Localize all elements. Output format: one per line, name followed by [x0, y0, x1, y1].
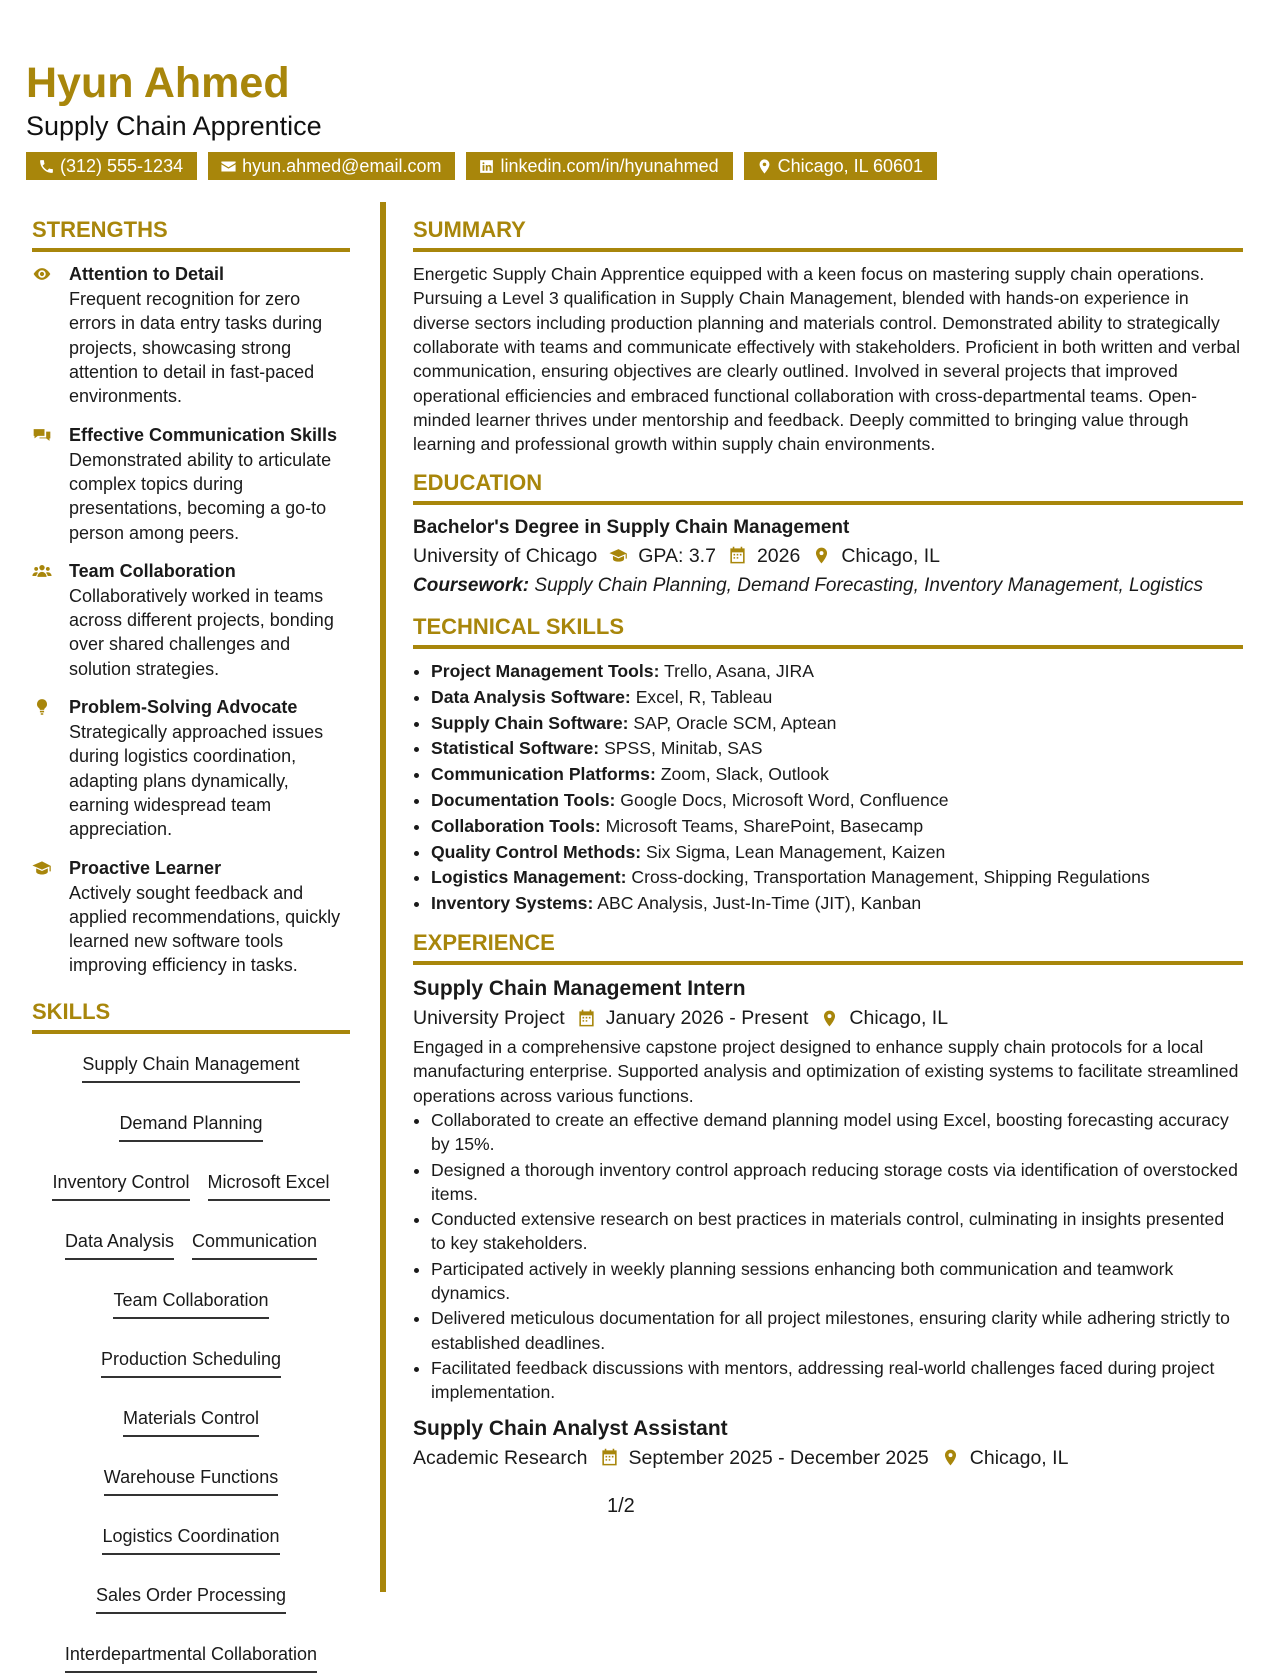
tech-skill-label: Collaboration Tools: — [431, 815, 601, 836]
coursework-line — [413, 571, 1243, 601]
strength-item — [32, 559, 350, 681]
phone-icon — [38, 158, 55, 175]
tech-skill-value: Zoom, Slack, Outlook — [660, 764, 829, 785]
coursework-label: Coursework: — [413, 574, 530, 596]
tech-skill-value: Microsoft Teams, SharePoint, Basecamp — [605, 815, 924, 836]
map-marker-icon — [941, 1448, 960, 1467]
strength-item — [32, 262, 350, 408]
experience-heading: EXPERIENCE — [413, 931, 1243, 965]
list-item — [431, 865, 1243, 891]
tech-skill-label: Supply Chain Software: — [431, 712, 629, 733]
list-item — [431, 685, 1243, 711]
tech-skill-value: Excel, R, Tableau — [635, 686, 773, 707]
lightbulb-icon — [32, 698, 52, 716]
candidate-name: Hyun Ahmed — [26, 59, 290, 107]
summary-heading: SUMMARY — [413, 218, 1243, 252]
tech-skill-label: Project Management Tools: — [431, 660, 660, 681]
tech-skill-value: Trello, Asana, JIRA — [664, 660, 814, 681]
map-marker-icon — [812, 546, 831, 565]
skills-list — [32, 1044, 350, 1673]
skill-tag: Supply Chain Management — [82, 1052, 299, 1083]
list-item — [431, 711, 1243, 737]
map-marker-icon — [756, 158, 773, 175]
job-bullets — [413, 1108, 1243, 1405]
left-column — [32, 218, 350, 1673]
tech-skill-value: ABC Analysis, Just-In-Time (JIT), Kanban — [597, 893, 922, 914]
list-item: • Facilitated feedback discussions with mentors, addressing real-world challenges faced during project implementation. — [431, 1356, 1243, 1405]
comments-icon — [32, 426, 52, 444]
eye-icon — [32, 265, 52, 283]
strength-item — [32, 423, 350, 545]
linkedin-text: linkedin.com/in/hyunahmed — [500, 156, 719, 176]
tech-skill-label: Communication Platforms: — [431, 764, 656, 785]
tech-skill-value: Cross-docking, Transportation Management, Shipping Regulations — [631, 867, 1150, 888]
list-item — [431, 814, 1243, 840]
list-item — [431, 659, 1243, 685]
skill-tag: Materials Control — [123, 1406, 259, 1437]
email-text: hyun.ahmed@email.com — [242, 156, 442, 176]
list-item: • Collaborated to create an effective demand planning model using Excel, boosting forecasting accuracy by 15%. — [431, 1108, 1243, 1157]
tech-skill-value: Six Sigma, Lean Management, Kaizen — [646, 841, 946, 862]
skill-tag: Demand Planning — [119, 1111, 262, 1142]
map-marker-icon — [820, 1009, 839, 1028]
coursework-text: Supply Chain Planning, Demand Forecasting, Inventory Management, Logistics — [534, 574, 1203, 596]
envelope-icon — [220, 158, 237, 175]
technical-skills-heading: TECHNICAL SKILLS — [413, 615, 1243, 649]
job-meta — [413, 1443, 1243, 1473]
job-dates: September 2025 - December 2025 — [628, 1446, 929, 1469]
list-item — [431, 891, 1243, 917]
skill-tag: Inventory Control — [52, 1170, 189, 1201]
strength-item — [32, 856, 350, 978]
list-item: • Designed a thorough inventory control approach reducing storage costs via identification of overstocked items. — [431, 1158, 1243, 1207]
location-text: Chicago, IL 60601 — [777, 156, 924, 176]
linkedin-chip[interactable] — [466, 152, 732, 180]
strength-title: Team Collaboration — [69, 560, 236, 581]
location-chip — [744, 152, 937, 180]
strength-desc: Strategically approached issues during logistics coordination, adapting plans dynamically, earning widespread team appreciation. — [69, 722, 324, 840]
job-location: Chicago, IL — [969, 1446, 1069, 1469]
skill-tag: Microsoft Excel — [208, 1170, 330, 1201]
job-title: Supply Chain Analyst Assistant — [413, 1416, 728, 1440]
strength-title: Attention to Detail — [69, 264, 224, 285]
strength-item — [32, 695, 350, 841]
skill-tag: Interdepartmental Collaboration — [65, 1642, 317, 1673]
education-heading: EDUCATION — [413, 471, 1243, 505]
calendar-icon — [600, 1448, 619, 1467]
tech-skill-label: Statistical Software: — [431, 738, 600, 759]
calendar-icon — [728, 546, 747, 565]
job-summary: Engaged in a comprehensive capstone project designed to enhance supply chain protocols for a local manufacturing enterprise. Supported analysis and optimization of existing systems to facilitate streamlined operations across various functions. — [413, 1037, 1239, 1106]
tech-skill-value: SPSS, Minitab, SAS — [604, 738, 763, 759]
list-item — [431, 762, 1243, 788]
skills-heading: SKILLS — [32, 1000, 350, 1034]
job-location: Chicago, IL — [849, 1007, 949, 1030]
tech-skill-label: Logistics Management: — [431, 867, 627, 888]
skill-tag: Communication — [192, 1229, 317, 1260]
skill-tag: Sales Order Processing — [96, 1583, 286, 1614]
strength-desc: Actively sought feedback and applied recommendations, quickly learned new software tools improving efficiency in tasks. — [69, 882, 341, 976]
column-divider — [380, 202, 386, 1592]
graduation-cap-icon — [609, 546, 628, 565]
graduation-year: 2026 — [756, 544, 801, 567]
job-dates: January 2026 - Present — [605, 1007, 809, 1030]
summary-text: Energetic Supply Chain Apprentice equipped with a keen focus on mastering supply chain operations. Pursuing a Level 3 qualification in Supply Chain Management, blended with hands-on experience in diverse sectors including production planning and materials control. Demonstrated ability to strategically collaborate with teams and communicate effectively with stakeholders. Proficient in both written and verbal communication, ensuring objectives are clearly outlined. Involved in several projects that improved operational efficiencies and embraced functional collaboration with cross-departmental teams. Open-minded learner thrives under mentorship and feedback. Deeply committed to bringing value through learning and professional growth within supply chain environments. — [413, 264, 1241, 455]
gpa-text: GPA: 3.7 — [638, 544, 716, 567]
linkedin-icon — [478, 158, 495, 175]
tech-skill-value: Google Docs, Microsoft Word, Confluence — [620, 789, 949, 810]
skill-tag: Logistics Coordination — [102, 1524, 279, 1555]
tech-skill-label: Quality Control Methods: — [431, 841, 642, 862]
list-item: • Delivered meticulous documentation for all project milestones, ensuring clarity while adhering strictly to established deadlines. — [431, 1306, 1243, 1355]
phone-chip[interactable] — [26, 152, 197, 180]
strength-desc: Frequent recognition for zero errors in data entry tasks during projects, showcasing strong attention to detail in fast-paced environments. — [69, 289, 323, 407]
school-location: Chicago, IL — [841, 544, 940, 567]
list-item — [431, 788, 1243, 814]
list-item — [431, 840, 1243, 866]
skill-tag: Team Collaboration — [113, 1288, 268, 1319]
list-item: • Participated actively in weekly planning sessions enhancing both communication and teamwork dynamics. — [431, 1257, 1243, 1306]
list-item: • Conducted extensive research on best practices in materials control, culminating in insights presented to key stakeholders. — [431, 1207, 1243, 1256]
skill-tag: Production Scheduling — [101, 1347, 281, 1378]
page-number: 1/2 — [607, 1495, 635, 1517]
skill-tag: Warehouse Functions — [104, 1465, 278, 1496]
strength-title: Problem-Solving Advocate — [69, 697, 298, 718]
calendar-icon — [577, 1009, 596, 1028]
strengths-heading: STRENGTHS — [32, 218, 350, 252]
skill-tag: Data Analysis — [65, 1229, 174, 1260]
list-item — [431, 736, 1243, 762]
technical-skills-list — [413, 659, 1243, 917]
education-meta — [413, 541, 1243, 571]
tech-skill-label: Inventory Systems: — [431, 893, 594, 914]
graduation-cap-icon — [32, 859, 52, 877]
strength-title: Effective Communication Skills — [69, 424, 338, 445]
candidate-title: Supply Chain Apprentice — [26, 111, 322, 141]
users-icon — [32, 562, 52, 580]
job-org: University Project — [413, 1007, 565, 1030]
contact-bar — [26, 152, 937, 180]
strength-desc: Demonstrated ability to articulate complex topics during presentations, becoming a go-to person among peers. — [69, 449, 332, 543]
tech-skill-value: SAP, Oracle SCM, Aptean — [633, 712, 837, 733]
job-title: Supply Chain Management Intern — [413, 977, 746, 1001]
tech-skill-label: Data Analysis Software: — [431, 686, 631, 707]
email-chip[interactable] — [208, 152, 455, 180]
strength-title: Proactive Learner — [69, 857, 222, 878]
job-meta — [413, 1003, 1243, 1033]
degree-title: Bachelor's Degree in Supply Chain Management — [413, 516, 850, 538]
right-column — [413, 218, 1243, 1473]
job-org: Academic Research — [413, 1446, 588, 1469]
phone-text: (312) 555-1234 — [60, 156, 184, 176]
school-name: University of Chicago — [413, 544, 598, 567]
strength-desc: Collaboratively worked in teams across different projects, bonding over shared challenges and solution strategies. — [69, 585, 334, 679]
tech-skill-label: Documentation Tools: — [431, 789, 616, 810]
